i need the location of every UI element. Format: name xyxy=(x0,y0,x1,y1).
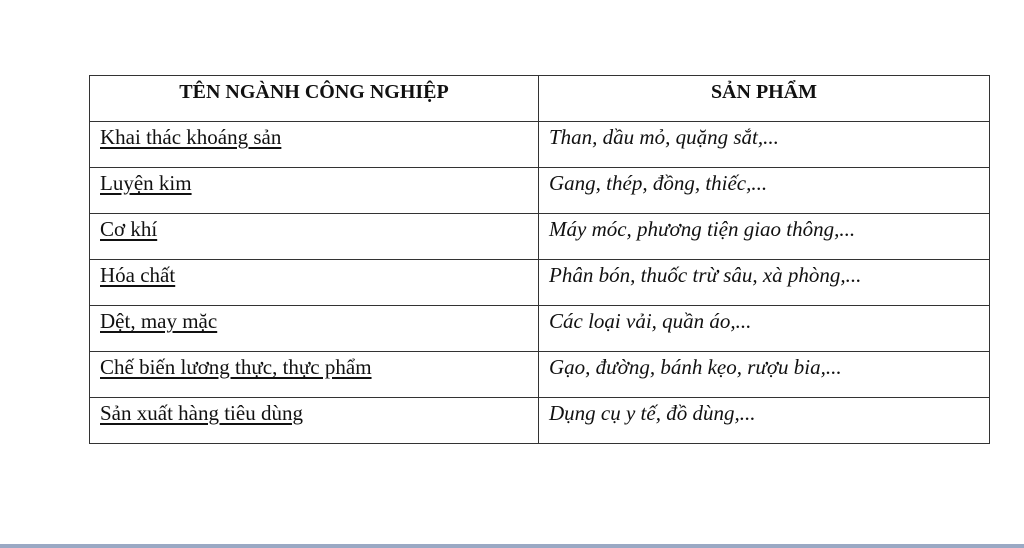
table-row xyxy=(90,306,990,352)
industry-name: Hóa chất xyxy=(100,263,176,287)
industry-name: Khai thác khoáng sản xyxy=(100,125,282,149)
industry-table-container xyxy=(89,75,989,444)
table-header-row xyxy=(90,76,990,122)
industry-cell xyxy=(90,306,539,352)
table-row xyxy=(90,122,990,168)
table-row xyxy=(90,352,990,398)
table-row xyxy=(90,398,990,444)
product-cell: Gạo, đường, bánh kẹo, rượu bia,... xyxy=(539,352,990,398)
product-cell: Than, dầu mỏ, quặng sắt,... xyxy=(539,122,990,168)
industry-cell xyxy=(90,122,539,168)
industry-cell xyxy=(90,352,539,398)
industry-name: Sản xuất hàng tiêu dùng xyxy=(100,401,303,425)
table-row xyxy=(90,168,990,214)
table-row xyxy=(90,260,990,306)
industry-cell xyxy=(90,260,539,306)
industry-cell xyxy=(90,214,539,260)
product-cell: Gang, thép, đồng, thiếc,... xyxy=(539,168,990,214)
industry-cell xyxy=(90,398,539,444)
industry-name: Cơ khí xyxy=(100,217,158,241)
product-cell: Máy móc, phương tiện giao thông,... xyxy=(539,214,990,260)
product-cell: Phân bón, thuốc trừ sâu, xà phòng,... xyxy=(539,260,990,306)
industry-cell xyxy=(90,168,539,214)
product-column-header: SẢN PHẨM xyxy=(539,76,990,122)
industry-products-table xyxy=(89,75,990,444)
industry-name: Luyện kim xyxy=(100,171,192,195)
industry-column-header: TÊN NGÀNH CÔNG NGHIỆP xyxy=(90,76,539,122)
product-cell: Các loại vải, quần áo,... xyxy=(539,306,990,352)
bottom-border-bar xyxy=(0,544,1024,548)
product-cell: Dụng cụ y tế, đồ dùng,... xyxy=(539,398,990,444)
table-row xyxy=(90,214,990,260)
industry-name: Chế biến lương thực, thực phẩm xyxy=(100,355,372,379)
industry-name: Dệt, may mặc xyxy=(100,309,218,333)
